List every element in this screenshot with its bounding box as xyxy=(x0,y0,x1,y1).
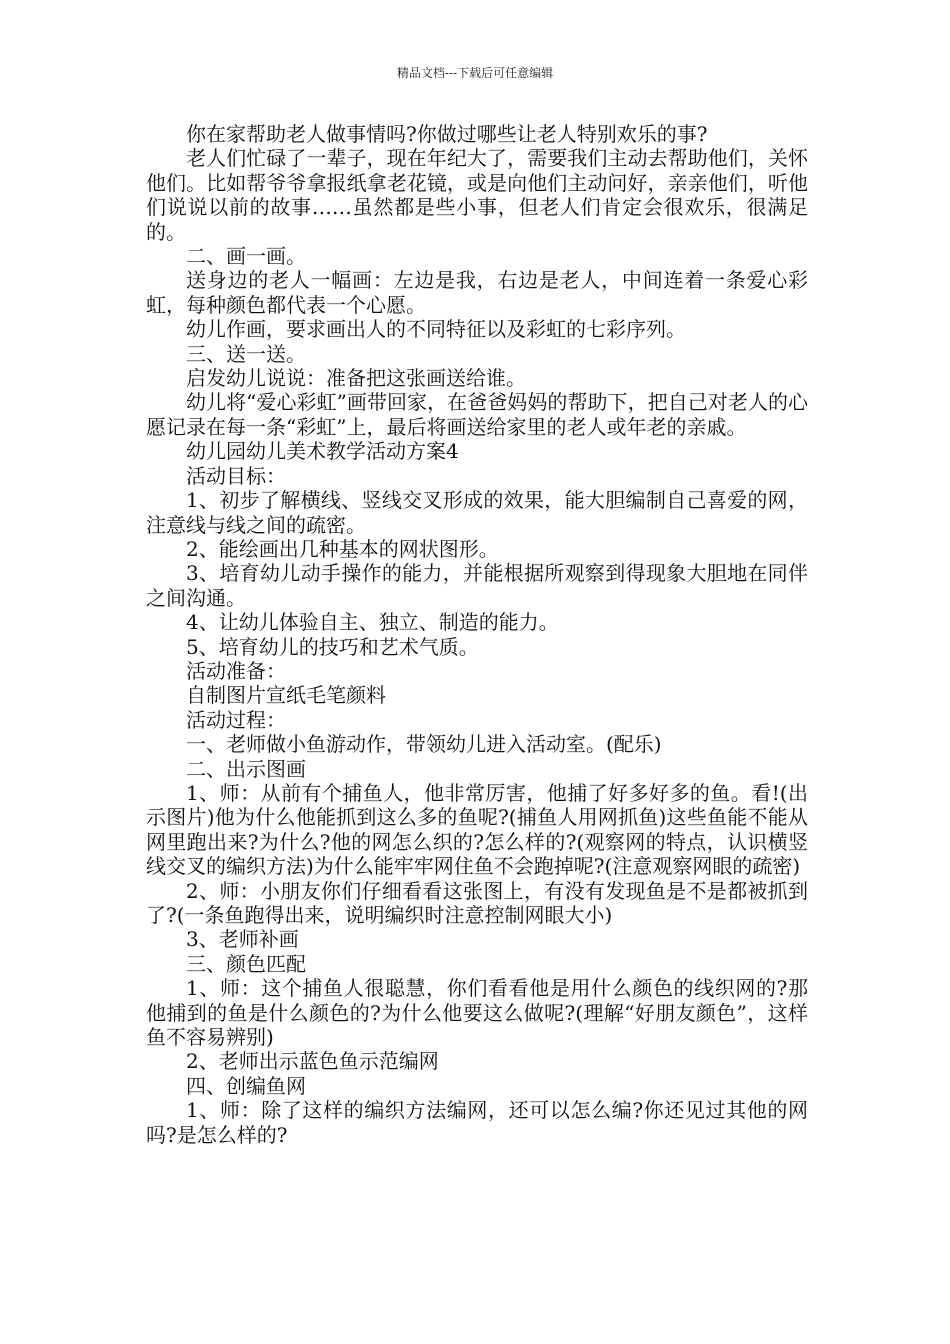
section-heading: 活动准备： xyxy=(186,658,286,683)
paragraph: 你在家帮助老人做事情吗?你做过哪些让老人特别欢乐的事? xyxy=(186,122,708,146)
paragraph: 自制图片宣纸毛笔颜料 xyxy=(186,683,386,708)
section-heading: 二、画一画。 xyxy=(186,244,306,269)
section-heading: 活动过程： xyxy=(186,707,286,732)
paragraph: 一、老师做小鱼游动作，带领幼儿进入活动室。(配乐) xyxy=(186,732,662,757)
document-title: 幼儿园幼儿美术教学活动方案4 xyxy=(186,439,459,464)
section-heading: 三、送一送。 xyxy=(186,341,306,366)
list-item: 1、初步了解横线、竖线交叉形成的效果，能大胆编制自己喜爱的网，注意线与线之间的疏密。 xyxy=(146,488,808,537)
list-item: 4、让幼儿体验自主、独立、制造的能力。 xyxy=(186,610,559,635)
page-header: 精品文档---下载后可任意编辑 xyxy=(396,66,554,80)
list-item: 3、老师补画 xyxy=(186,927,299,952)
list-item: 2、师：小朋友你们仔细看看这张图上，有没有发现鱼是不是都被抓到了?(一条鱼跑得出来，说明编织时注意控制网眼大小) xyxy=(146,878,808,927)
paragraph: 老人们忙碌了一辈子，现在年纪大了，需要我们主动去帮助他们，关怀他们。比如帮爷爷拿报纸拿老花镜，或是向他们主动问好，亲亲他们，听他们说说以前的故事……虽然都是些小事，但老人们肯定会很欢乐，很满足的。 xyxy=(146,146,808,244)
section-heading: 四、创编鱼网 xyxy=(186,1073,306,1098)
list-item: 3、培育幼儿动手操作的能力，并能根据所观察到得现象大胆地在同伴之间沟通。 xyxy=(146,561,808,610)
paragraph: 幼儿作画，要求画出人的不同特征以及彩虹的七彩序列。 xyxy=(186,317,686,342)
list-item: 5、培育幼儿的技巧和艺术气质。 xyxy=(186,634,479,659)
list-item: 2、老师出示蓝色鱼示范编网 xyxy=(186,1049,439,1074)
section-heading: 活动目标： xyxy=(186,463,286,488)
document-body xyxy=(146,122,808,1147)
paragraph: 送身边的老人一幅画：左边是我，右边是老人，中间连着一条爱心彩虹，每种颜色都代表一个心愿。 xyxy=(146,268,808,317)
section-heading: 二、出示图画 xyxy=(186,756,306,781)
paragraph: 幼儿将“爱心彩虹”画带回家，在爸爸妈妈的帮助下，把自己对老人的心愿记录在每一条“彩虹”上，最后将画送给家里的老人或年老的亲戚。 xyxy=(146,390,808,439)
paragraph: 启发幼儿说说：准备把这张画送给谁。 xyxy=(186,366,526,391)
list-item: 1、师：从前有个捕鱼人，他非常厉害，他捕了好多好多的鱼。看!(出示图片)他为什么他能抓到这么多的鱼呢?(捕鱼人用网抓鱼)这些鱼能不能从网里跑出来?为什么?他的网怎么织的?怎么样的?(观察网的特点，认识横竖线交叉的编织方法)为什么能牢牢网住鱼不会跑掉呢?(注意观察网眼的疏密) xyxy=(146,780,808,879)
list-item: 2、能绘画出几种基本的网状图形。 xyxy=(186,536,499,561)
list-item: 1、师：除了这样的编织方法编网，还可以怎么编?你还见过其他的网吗?是怎么样的? xyxy=(146,1098,808,1147)
section-heading: 三、颜色匹配 xyxy=(186,951,306,976)
list-item: 1、师：这个捕鱼人很聪慧，你们看看他是用什么颜色的线织网的?那他捕到的鱼是什么颜色的?为什么他要这么做呢?(理解“好朋友颜色”，这样鱼不容易辨别) xyxy=(146,976,808,1050)
